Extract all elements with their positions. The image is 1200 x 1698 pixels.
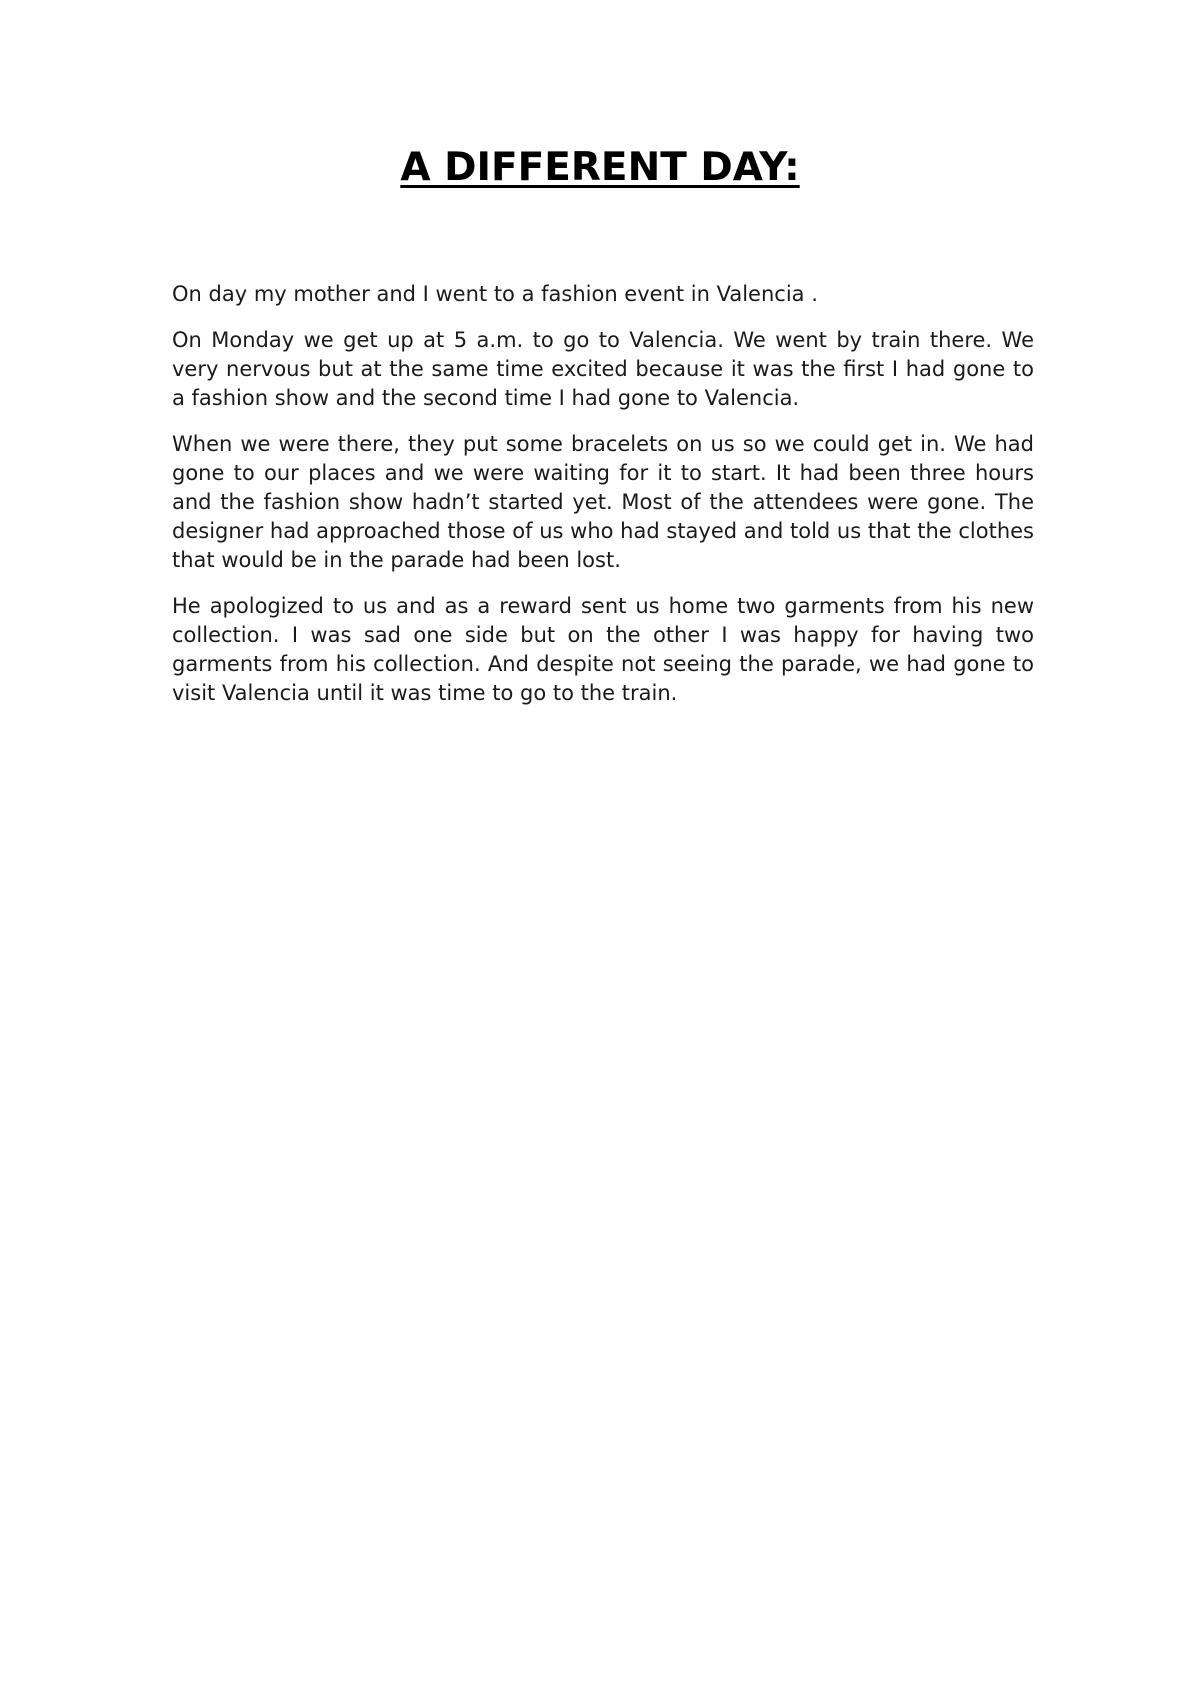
paragraph: When we were there, they put some bracelets on us so we could get in. We had gone to our places and we were waiting for it to start. It had been three hours and the fashion show hadn’t started yet. Most of the attendees were gone. The designer had approached those of us who had stayed and told us that the clothes that would be in the parade had been lost. <box>172 432 1034 572</box>
paragraph: He apologized to us and as a reward sent us home two garments from his new collection. I was sad one side but on the other I was happy for having two garments from his collection. And despite not seeing the parade, we had gone to visit Valencia until it was time to go to the train. <box>172 594 1034 705</box>
document-title: A DIFFERENT DAY: <box>400 145 800 190</box>
document-body <box>172 280 1034 725</box>
paragraph: On day my mother and I went to a fashion event in Valencia . <box>172 282 818 306</box>
paragraph: On Monday we get up at 5 a.m. to go to Valencia. We went by train there. We very nervous but at the same time excited because it was the first I had gone to a fashion show and the second time I had gone to Valencia. <box>172 328 1034 410</box>
